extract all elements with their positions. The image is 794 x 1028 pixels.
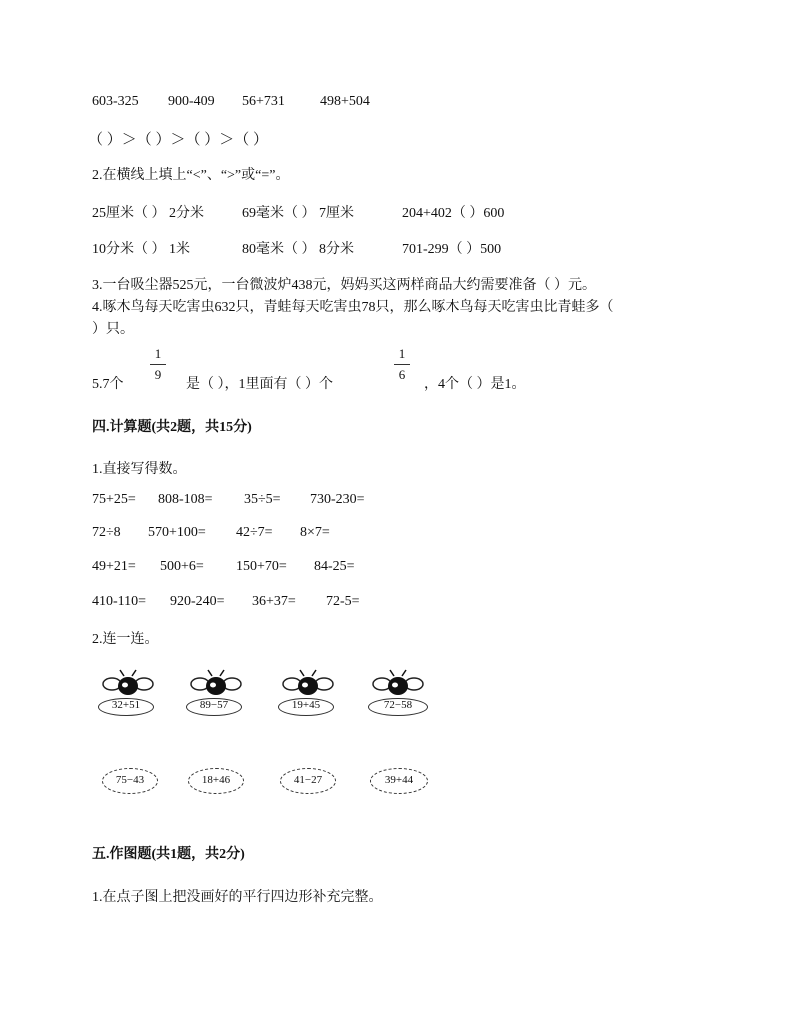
answer-expression: 41−27 bbox=[293, 774, 323, 786]
calc-item: 84-25= bbox=[314, 559, 355, 574]
fraction-one-sixth bbox=[394, 346, 410, 383]
expr: 498+504 bbox=[320, 94, 370, 109]
calc-item: 730-230= bbox=[310, 492, 365, 507]
connect-title: 2.连一连。 bbox=[92, 632, 159, 647]
bee-expression: 19+45 bbox=[291, 699, 321, 711]
compare-item: 701-299（ ）500 bbox=[402, 242, 502, 257]
calc-item: 500+6= bbox=[160, 559, 204, 574]
bee-card[interactable] bbox=[368, 668, 428, 723]
expr: 900-409 bbox=[168, 94, 215, 109]
answer-expression: 39+44 bbox=[384, 774, 414, 786]
calc-item: 49+21= bbox=[92, 559, 136, 574]
question-2-title: 2.在横线上填上“<”、“>”或“=”。 bbox=[92, 168, 290, 183]
compare-item: 25厘米（ ） 2分米 bbox=[92, 206, 204, 221]
question-5-part1: 5.7个 bbox=[92, 377, 124, 392]
fraction-bar bbox=[394, 364, 410, 365]
fraction-bar bbox=[150, 364, 166, 365]
order-blanks: （ ）＞（ ）＞（ ）＞（ ） bbox=[88, 132, 269, 148]
calc-item: 410-110= bbox=[92, 594, 147, 609]
compare-item: 69毫米（ ） 7厘米 bbox=[242, 206, 354, 221]
fraction-denominator: 6 bbox=[398, 367, 406, 382]
question-5-part3: ，4个（ ）是1。 bbox=[424, 377, 526, 392]
bee-expression-oval bbox=[186, 698, 242, 716]
calc-item: 150+70= bbox=[236, 559, 287, 574]
calc-title: 1.直接写得数。 bbox=[92, 462, 187, 477]
expr: 56+731 bbox=[242, 94, 285, 109]
bee-card[interactable] bbox=[98, 668, 158, 723]
bee-expression-oval bbox=[278, 698, 334, 716]
bee-expression: 32+51 bbox=[111, 699, 141, 711]
bee-card[interactable] bbox=[278, 668, 338, 723]
answer-oval[interactable] bbox=[370, 768, 428, 794]
question-3: 3.一台吸尘器525元，一台微波炉438元，妈妈买这两样商品大约需要准备（ ）元。 bbox=[92, 278, 596, 293]
drawing-question: 1.在点子图上把没画好的平行四边形补充完整。 bbox=[92, 890, 383, 905]
bee-expression-oval bbox=[98, 698, 154, 716]
answer-expression: 75−43 bbox=[115, 774, 145, 786]
bee-expression: 72−58 bbox=[383, 699, 413, 711]
calc-item: 8×7= bbox=[300, 525, 330, 540]
compare-item: 10分米（ ） 1米 bbox=[92, 242, 190, 257]
calc-item: 72-5= bbox=[326, 594, 360, 609]
calc-item: 35÷5= bbox=[244, 492, 281, 507]
answer-oval[interactable] bbox=[280, 768, 336, 794]
calc-item: 920-240= bbox=[170, 594, 225, 609]
compare-item: 80毫米（ ） 8分米 bbox=[242, 242, 354, 257]
question-5-part2: 是（ ），1里面有（ ）个 bbox=[186, 377, 333, 392]
calc-item: 72÷8 bbox=[92, 525, 121, 540]
section-5-heading: 五.作图题(共1题，共2分) bbox=[92, 847, 245, 862]
fraction-numerator: 1 bbox=[398, 346, 406, 361]
calc-item: 570+100= bbox=[148, 525, 206, 540]
calc-item: 36+37= bbox=[252, 594, 296, 609]
answer-oval[interactable] bbox=[102, 768, 158, 794]
calc-item: 75+25= bbox=[92, 492, 136, 507]
calc-item: 42÷7= bbox=[236, 525, 273, 540]
question-4-line2: ）只。 bbox=[92, 322, 134, 337]
bee-card[interactable] bbox=[186, 668, 246, 723]
bee-expression-oval bbox=[368, 698, 428, 716]
expr: 603-325 bbox=[92, 94, 139, 109]
answer-expression: 18+46 bbox=[201, 774, 231, 786]
fraction-denominator: 9 bbox=[154, 367, 162, 382]
fraction-one-ninth bbox=[150, 346, 166, 383]
calc-item: 808-108= bbox=[158, 492, 213, 507]
fraction-numerator: 1 bbox=[154, 346, 162, 361]
question-4-line1: 4.啄木鸟每天吃害虫632只，青蛙每天吃害虫78只，那么啄木鸟每天吃害虫比青蛙多（ bbox=[92, 300, 614, 315]
answer-oval[interactable] bbox=[188, 768, 244, 794]
compare-item: 204+402（ ）600 bbox=[402, 206, 505, 221]
section-4-heading: 四.计算题(共2题，共15分) bbox=[92, 420, 252, 435]
bee-expression: 89−57 bbox=[199, 699, 229, 711]
